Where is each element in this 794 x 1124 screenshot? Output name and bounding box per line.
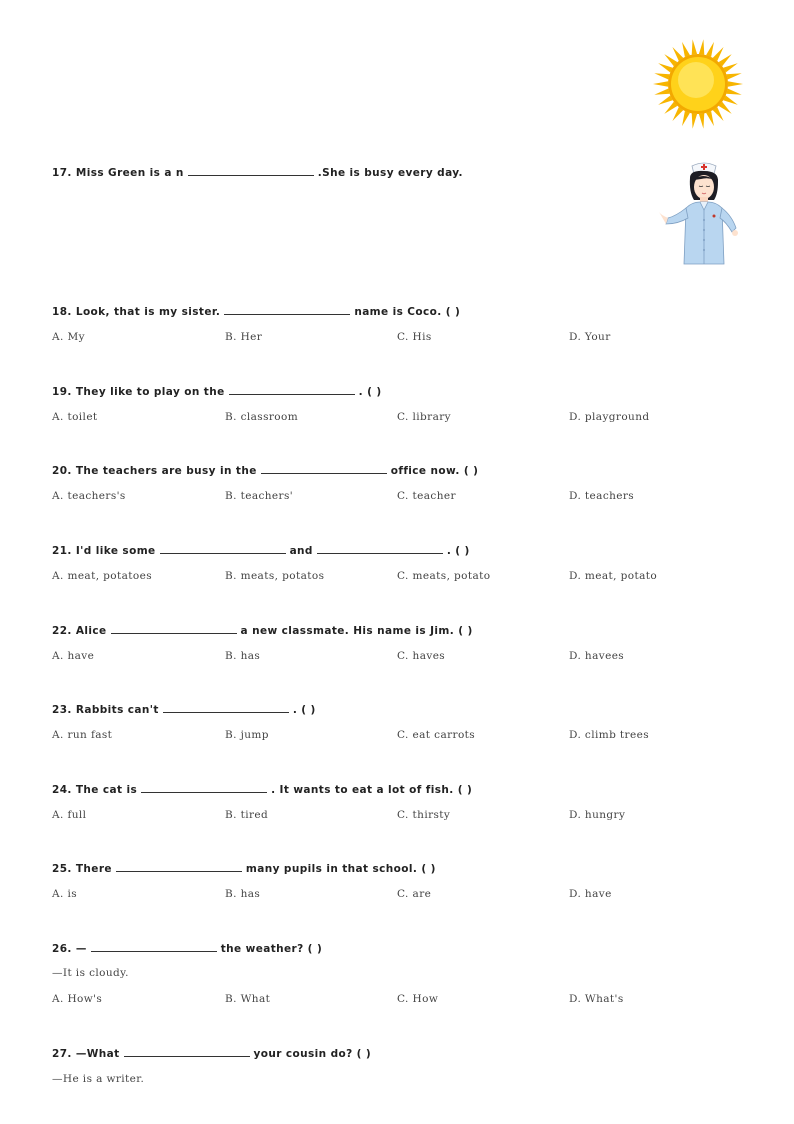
options-q20 [52,489,752,503]
answer-blank[interactable] [116,861,242,872]
question-text: 20. The teachers are busy in the [52,465,257,477]
options-q21 [52,569,752,583]
sun-ray [682,111,690,126]
answer-blank[interactable] [163,702,289,713]
sun-ray [706,42,714,57]
sun-ray [706,111,714,126]
sun-ray [682,42,690,57]
answer-blank[interactable] [317,543,443,554]
question-text: many pupils in that school. ( ) [245,863,436,875]
question-text: .She is busy every day. [317,167,463,179]
option-c[interactable]: C. thirsty [397,809,451,821]
sun-ray [723,95,738,104]
options-q23 [52,728,752,742]
sun-ray [726,89,741,95]
nurse-illustration [656,160,746,266]
option-d[interactable]: D. havees [569,650,625,662]
sun-ray [728,81,743,86]
sun-ray [653,81,668,86]
option-a[interactable]: A. My [52,331,85,343]
options-q22 [52,649,752,663]
sun-ray [654,73,669,79]
question-text: your cousin do? ( ) [253,1048,372,1060]
question-q26 [52,941,322,956]
option-c[interactable]: C. How [397,993,439,1005]
sun-ray [699,39,704,54]
option-a[interactable]: A. full [52,809,87,821]
options-q25 [52,887,752,901]
question-text: 21. I'd like some [52,545,156,557]
answer-blank[interactable] [261,463,387,474]
question-text: a new classmate. His name is Jim. ( ) [240,625,473,637]
option-d[interactable]: D. What's [569,993,624,1005]
option-a[interactable]: A. have [52,650,95,662]
options-q26 [52,992,752,1006]
question-text: . ( ) [446,545,470,557]
option-b[interactable]: B. has [225,888,261,900]
option-a[interactable]: A. meat, potatoes [52,570,153,582]
question-q24 [52,782,472,797]
question-q22 [52,623,473,638]
question-text: . It wants to eat a lot of fish. ( ) [271,784,473,796]
options-q19 [52,410,752,424]
question-text: 25. There [52,863,112,875]
question-text: name is Coco. ( ) [354,306,461,318]
option-b[interactable]: B. jump [225,729,269,741]
option-d[interactable]: D. teachers [569,490,635,502]
option-c[interactable]: C. library [397,411,452,423]
question-q18 [52,304,460,319]
option-a[interactable]: A. toilet [52,411,98,423]
option-a[interactable]: A. teachers's [52,490,126,502]
option-a[interactable]: A. run fast [52,729,113,741]
option-c[interactable]: C. teacher [397,490,456,502]
option-a[interactable]: A. How's [52,993,103,1005]
question-text: 26. — [52,943,87,955]
dialogue-response: —He is a writer. [52,1073,145,1085]
sun-icon [652,38,744,130]
question-text: . ( ) [358,386,382,398]
option-c[interactable]: C. meats, potato [397,570,491,582]
answer-blank[interactable] [229,384,355,395]
sun-ray [654,89,669,95]
question-text: . ( ) [292,704,316,716]
options-q18 [52,330,752,344]
question-text: the weather? ( ) [220,943,323,955]
question-text: 24. The cat is [52,784,138,796]
sun-ray [699,113,704,128]
dialogue-response: —It is cloudy. [52,967,129,979]
question-text: 19. They like to play on the [52,386,225,398]
question-text: 23. Rabbits can't [52,704,159,716]
question-text: 22. Alice [52,625,107,637]
sun-ray [713,107,724,121]
option-c[interactable]: C. haves [397,650,446,662]
option-b[interactable]: B. meats, potatos [225,570,325,582]
option-b[interactable]: B. has [225,650,261,662]
question-q20 [52,463,478,478]
sun-ray [658,95,673,104]
option-d[interactable]: D. meat, potato [569,570,658,582]
sun-ray [658,63,673,72]
answer-blank[interactable] [91,941,217,952]
option-b[interactable]: B. teachers' [225,490,294,502]
question-q27 [52,1046,371,1061]
answer-blank[interactable] [141,782,267,793]
sun-ray [713,47,724,61]
option-b[interactable]: B. classroom [225,411,299,423]
sun-ray [692,39,697,54]
option-b[interactable]: B. What [225,993,271,1005]
answer-blank[interactable] [124,1046,250,1057]
option-d[interactable]: D. playground [569,411,650,423]
question-text: office now. ( ) [390,465,479,477]
question-text: 27. —What [52,1048,120,1060]
question-q23 [52,702,316,717]
answer-blank[interactable] [111,623,237,634]
option-c[interactable]: C. eat carrots [397,729,476,741]
option-d[interactable]: D. Your [569,331,611,343]
option-b[interactable]: B. Her [225,331,263,343]
sun-ray [726,73,741,79]
answer-blank[interactable] [160,543,286,554]
question-text: 18. Look, that is my sister. [52,306,221,318]
sun-ray [672,47,683,61]
answer-blank[interactable] [188,165,314,176]
option-c[interactable]: C. are [397,888,432,900]
question-q17 [52,165,463,180]
option-d[interactable]: D. have [569,888,612,900]
option-a[interactable]: A. is [52,888,78,900]
sun-ray [723,63,738,72]
question-text: and [289,545,313,557]
question-text: 17. Miss Green is a n [52,167,184,179]
option-d[interactable]: D. climb trees [569,729,649,741]
option-d[interactable]: D. hungry [569,809,626,821]
sun-ray [692,113,697,128]
sun-ray [672,107,683,121]
option-b[interactable]: B. tired [225,809,269,821]
option-c[interactable]: C. His [397,331,432,343]
answer-blank[interactable] [224,304,350,315]
question-q25 [52,861,436,876]
question-q19 [52,384,382,399]
options-q24 [52,808,752,822]
question-q21 [52,543,470,558]
